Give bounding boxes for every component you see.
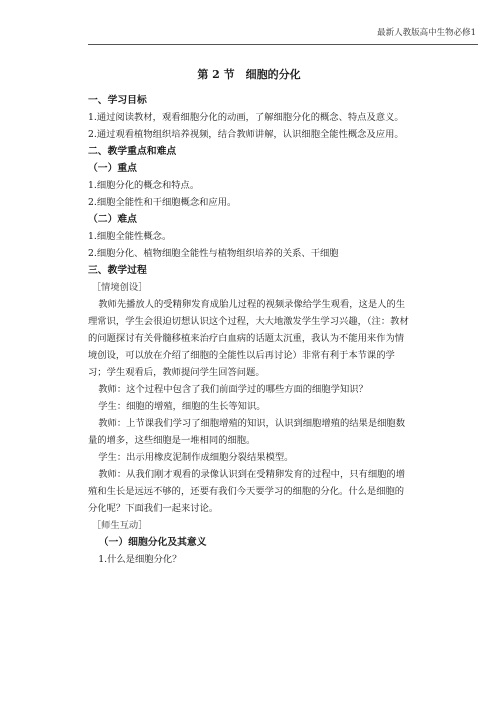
heading-key-difficult: 二、教学重点和难点 <box>88 146 177 157</box>
heading-teaching-process: 三、教学过程 <box>88 265 147 276</box>
paragraph: 学生：出示用橡皮泥制作成细胞分裂结果模型。 <box>98 452 294 463</box>
goal-item-2: 2.通过观看植物组织培养视频，结合教师讲解，认识细胞全能性概念及应用。 <box>88 129 404 140</box>
paragraph: 教师：这个过程中包含了我们前面学过的哪些方面的细胞学知识？ <box>98 384 368 395</box>
difficult-point-2: 2.细胞分化、植物细胞全能性与植物组织培养的关系、干细胞 <box>88 248 339 259</box>
paragraph: 教师：从我们刚才观看的录像认识到在受精卵发育的过程中，只有细胞的增殖和生长是远远不够的，还要有我们今天要学习的细胞的分化。什么是细胞的分化呢？下面我们一起来讨论。 <box>88 469 406 514</box>
subheading-cell-differentiation: （一）细胞分化及其意义 <box>98 537 207 548</box>
page-header: 最新人教版高中生物必修1 <box>377 28 476 38</box>
question-item: 1.什么是细胞分化？ <box>98 554 182 565</box>
subheading-key-points: （一）重点 <box>88 163 137 174</box>
paragraph: 教师先播放人的受精卵发育成胎儿过程的视频录像给学生观看，这是人的生理常识，学生会很迫切想认识这个过程，大大地激发学生学习兴趣，（注：教材的问题探讨有关骨髓移植来治疗白血病的话题太沉重，我认为不能用来作为情境创设，可以放在介绍了细胞的全能性以后再讨论）非常有利于本节课的学习；学生观看后，教师提问学生回答问题。 <box>88 299 409 378</box>
heading-learning-goals: 一、学习目标 <box>88 95 147 106</box>
document-body <box>88 66 410 568</box>
goal-item-1: 1.通过阅读教材，观看细胞分化的动画，了解细胞分化的概念、特点及意义。 <box>88 112 404 123</box>
header-rule <box>88 44 478 45</box>
key-point-2: 2.细胞全能性和干细胞概念和应用。 <box>88 197 237 208</box>
interaction-label: ［师生互动］ <box>91 520 148 531</box>
subheading-difficult-points: （二）难点 <box>88 214 137 225</box>
difficult-point-1: 1.细胞全能性概念。 <box>88 231 172 242</box>
paragraph: 教师：上节课我们学习了细胞增殖的知识，认识到细胞增殖的结果是细胞数量的增多，这些细胞是一堆相同的细胞。 <box>88 418 406 446</box>
key-point-1: 1.细胞分化的概念和特点。 <box>88 180 200 191</box>
section-title: 第 2 节 细胞的分化 <box>197 68 301 81</box>
paragraph: 学生：细胞的增殖，细胞的生长等知识。 <box>98 401 266 412</box>
scene-label: ［情境创设］ <box>91 282 148 293</box>
